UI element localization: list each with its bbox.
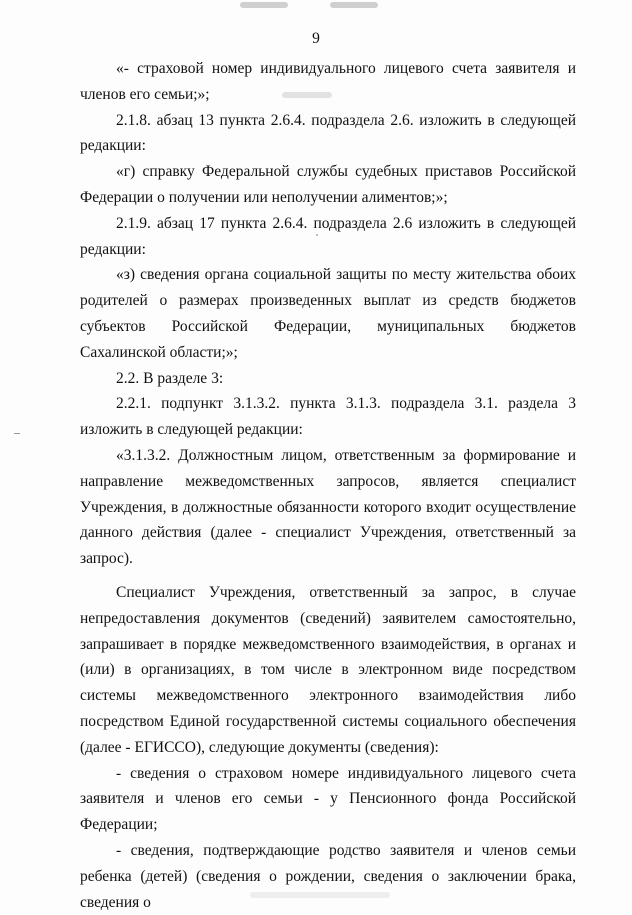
- paragraph: «3.1.3.2. Должностным лицом, ответственным за формирование и направление межведомственных запросов, является специалист Учреждения, в должностные обязанности которого входит осуществление данного действия (далее - специалист Учреждения, ответственный за запрос).: [80, 446, 576, 568]
- paragraph: Специалист Учреждения, ответственный за запрос, в случае непредоставления документов (сведений) заявителем самостоятельно, запрашивает в порядке межведомственного взаимодействия, в органах и (или) в организациях, в том числе в электронном виде посредством системы межведомственного электронного взаимодействия либо посредством Единой государственной системы социального обеспечения (далее - ЕГИССО), следующие документы (сведения):: [80, 583, 576, 756]
- scan-artifact-top: [230, 0, 400, 14]
- paragraph: «- страховой номер индивидуального лицевого счета заявителя и членов его семьи;»;: [80, 60, 576, 103]
- paragraph: 2.1.8. абзац 13 пункта 2.6.4. подраздела 2.6. изложить в следующей редакции:: [80, 111, 576, 155]
- page-number: 9: [312, 30, 320, 47]
- document-body: [80, 56, 576, 915]
- scan-artifact-bottom: [250, 892, 390, 898]
- paragraph: - сведения, подтверждающие родство заявителя и членов семьи ребенка (детей) (сведения о рождении, сведения о заключении брака, сведения о: [80, 841, 576, 911]
- paragraph: «г) справку Федеральной службы судебных приставов Российской Федерации о получении или неполучении алиментов;»;: [80, 163, 576, 206]
- paragraph: 2.1.9. абзац 17 пункта 2.6.4. подраздела 2.6 изложить в следующей редакции:: [80, 214, 576, 258]
- paragraph: - сведения о страховом номере индивидуального лицевого счета заявителя и членов его семьи - у Пенсионного фонда Российской Федерации;: [80, 764, 576, 834]
- paragraph: «з) сведения органа социальной защиты по месту жительства обоих родителей о размерах произведенных выплат из средств бюджетов субъектов Российской Федерации, муниципальных бюджетов Сахалинской области;»;: [80, 266, 576, 361]
- paragraph: 2.2.1. подпункт 3.1.3.2. пункта 3.1.3. подраздела 3.1. раздела 3 изложить в следующей редакции:: [80, 395, 576, 439]
- margin-mark: [14, 433, 20, 434]
- paragraph: 2.2. В разделе 3:: [116, 369, 224, 387]
